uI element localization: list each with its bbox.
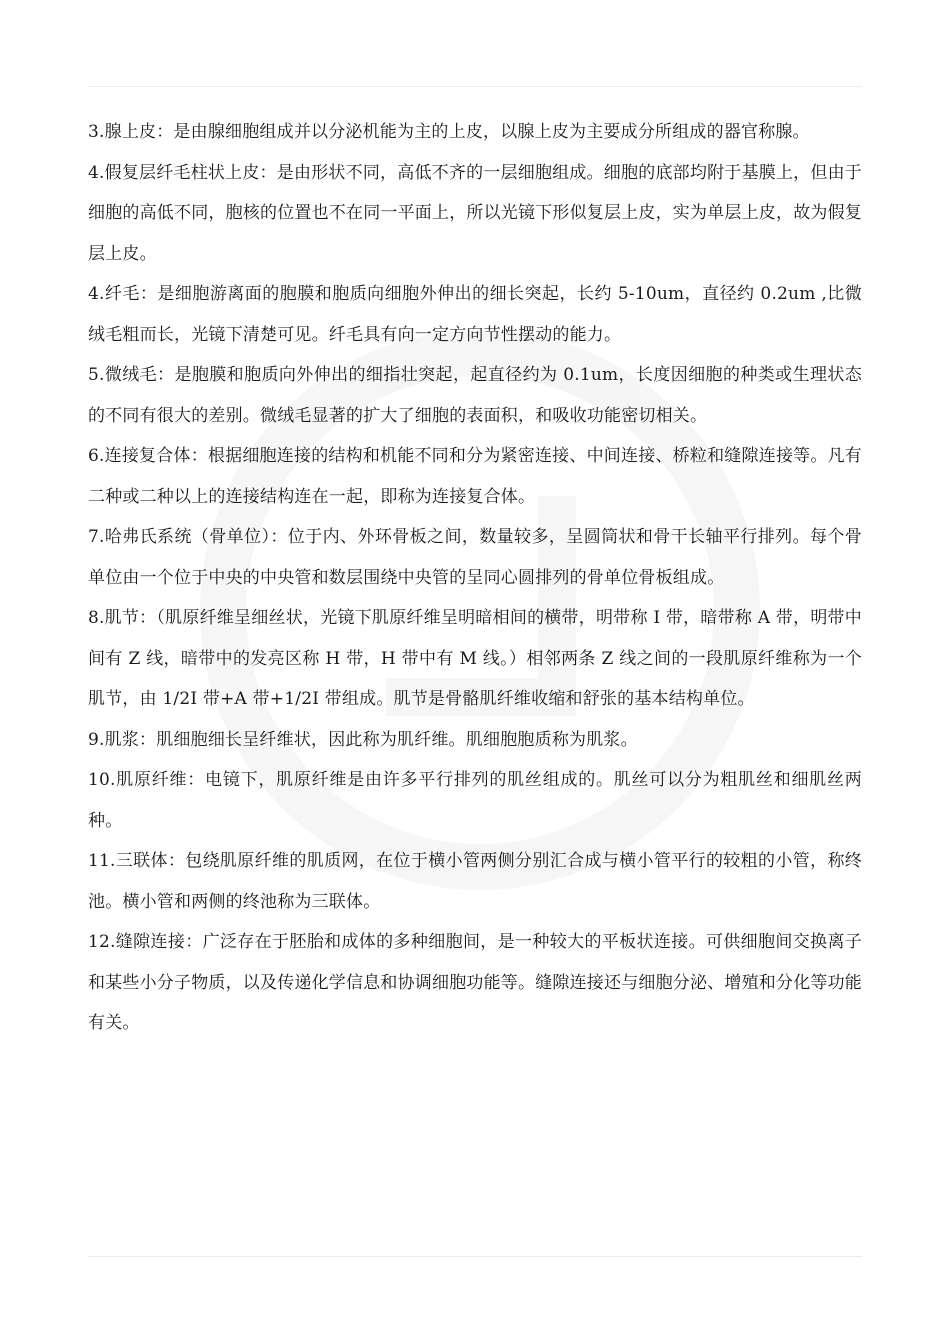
- definition-item: 5.微绒毛：是胞膜和胞质向外伸出的细指壮突起，起直径约为 0.1um，长度因细胞的种类或生理状态的不同有很大的差别。微绒毛显著的扩大了细胞的表面积，和吸收功能密切相关。: [88, 365, 862, 426]
- definition-item: 4.假复层纤毛柱状上皮：是由形状不同，高低不齐的一层细胞组成。细胞的底部均附于基膜上，但由于细胞的高低不同，胞核的位置也不在同一平面上，所以光镜下形似复层上皮，实为单层上皮，故为假复层上皮。: [88, 162, 862, 264]
- definition-item: 3.腺上皮：是由腺细胞组成并以分泌机能为主的上皮，以腺上皮为主要成分所组成的器官称腺。: [88, 122, 810, 142]
- definition-item: 12.缝隙连接：广泛存在于胚胎和成体的多种细胞间，是一种较大的平板状连接。可供细胞间交换离子和某些小分子物质，以及传递化学信息和协调细胞功能等。缝隙连接还与细胞分泌、增殖和分化等功能有关。: [88, 932, 862, 1033]
- definition-item: 4.纤毛：是细胞游离面的胞膜和胞质向细胞外伸出的细长突起，长约 5-10um，直径约 0.2um ,比微绒毛粗而长，光镜下清楚可见。纤毛具有向一定方向节性摆动的能力。: [88, 284, 862, 345]
- bottom-rule: [88, 1256, 862, 1257]
- top-rule: [88, 86, 862, 87]
- definition-item: 8.肌节：（肌原纤维呈细丝状，光镜下肌原纤维呈明暗相间的横带，明带称 I 带，暗带称 A 带，明带中间有 Z 线，暗带中的发亮区称 H 带，H 带中有 M 线。）相邻两条 Z 线之间的一段肌原纤维称为一个肌节，由 1/2I 带+A 带+1/2I 带组成。肌节是骨骼肌纤维收缩和舒张的基本结构单位。: [88, 608, 862, 709]
- definition-item: 7.哈弗氏系统（骨单位）：位于内、外环骨板之间，数量较多，呈圆筒状和骨干长轴平行排列。每个骨单位由一个位于中央的中央管和数层围绕中央管的呈同心圆排列的骨单位骨板组成。: [88, 527, 862, 588]
- definition-item: 9.肌浆：肌细胞细长呈纤维状，因此称为肌纤维。肌细胞胞质称为肌浆。: [88, 729, 638, 750]
- document-body: [88, 112, 862, 1044]
- definition-item: 11.三联体：包绕肌原纤维的肌质网，在位于横小管两侧分别汇合成与横小管平行的较粗的小管，称终池。横小管和两侧的终池称为三联体。: [88, 851, 862, 912]
- definition-item: 6.连接复合体：根据细胞连接的结构和机能不同和分为紧密连接、中间连接、桥粒和缝隙连接等。凡有二种或二种以上的连接结构连在一起，即称为连接复合体。: [88, 446, 862, 507]
- definition-item: 10.肌原纤维：电镜下，肌原纤维是由许多平行排列的肌丝组成的。肌丝可以分为粗肌丝和细肌丝两种。: [88, 770, 862, 831]
